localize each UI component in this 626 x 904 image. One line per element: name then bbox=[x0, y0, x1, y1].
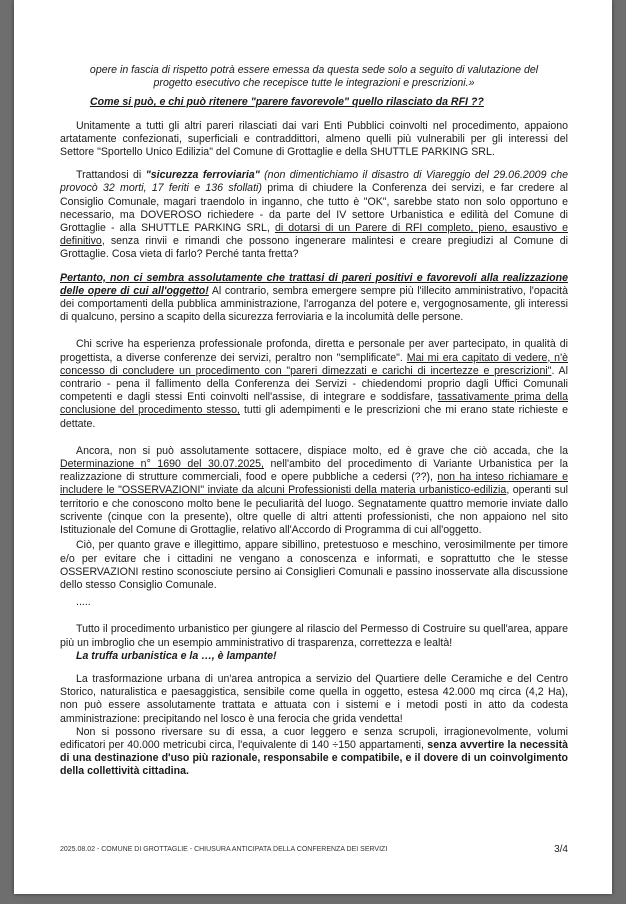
paragraph-procedimento: Tutto il procedimento urbanistico per giungere al rilascio del Permesso di Costruire su quell'area, appare più un imbroglio che un esempio amministrativo di trasparenza, correttezza e lealtà! bbox=[60, 623, 568, 649]
page-content bbox=[60, 64, 568, 779]
text-run-underlined: Mai mi era capitato di vedere, n'è concesso di concludere un procedimento con "pareri dimezzati e carichi di incertezze e prescrizioni" bbox=[60, 351, 568, 377]
section-heading-truffa: La truffa urbanistica e la …, è lampante! bbox=[76, 649, 277, 662]
text-run: nell'ambito del procedimento di Variante Urbanistica per la realizzazione di strutture commerciali, food e opere pubbliche a cedersi (??), bbox=[60, 458, 568, 484]
text-run: , senza rinvii e rimandi che possono ingenerare malintesi e creare pregiudizi al Comune di Grottaglie. Cosa vieta di farlo? Perché tanta fretta? bbox=[60, 235, 568, 261]
text-run: Al contrario, sembra emergere sempre più l'illecito amministrativo, l'opacità dei comportamenti della pubblica amministrazione, l'arroganza del potere e, vergognosamente, gli interessi di qualcuno, persino a scapito della sicurezza ferroviaria e la incolumità delle persone. bbox=[60, 284, 568, 324]
text-run: Ancora, non si può assolutamente sottacere, dispiace molto, ed è grave che ciò accada, che la bbox=[76, 444, 568, 457]
page-footer bbox=[60, 846, 568, 853]
text-run-bold: senza avvertire la necessità di una destinazione d'uso più razionale, responsabile e compatibile, e il dovere di un coinvolgimento della collettività cittadina. bbox=[60, 738, 569, 778]
text-run-emphasis: "sicurezza ferroviaria" bbox=[145, 169, 260, 182]
text-run: prima di chiudere la Conferenza dei servizi, e far credere al Consiglio Comunale, magari traendolo in inganno, che tutto è "OK", sarebbe stato non solo opportuno e necessario, ma DOVEROSO richiedere - da parte del IV settore Urbanistica e edilità del Comune di Grottaglie - alla SHUTTLE PARKING SRL, bbox=[60, 182, 568, 235]
paragraph-sibillino: Ciò, per quanto grave e illegittimo, appare sibillino, pretestuoso e meschino, verosimilmente per timore e/o per evitare che i cittadini ne vengano a conoscenza e informati, e soprattutto che le stesse OSSERVAZIONI restino sconosciute persino ai Consiglieri Comunali e passino inosservate alla discussione dello stesso Consiglio Comunale. bbox=[60, 539, 568, 591]
paragraph-volumi bbox=[60, 726, 568, 779]
text-run: Chi scrive ha esperienza professionale profonda, diretta e personale per aver partecipato, in qualità di progettista, a diverse conferenze dei servizi, peraltro non "semplificate". bbox=[60, 338, 568, 364]
text-run: , operanti sul territorio e che conoscono molto bene le peculiarità del luogo. Segnatamente quattro memorie inviate dallo scrivente (cinque con la presente), oltre quelle di altri attenti professionisti, che non appaiono nel sito Istituzionale del Comune di Grottaglie, relativo all'Accordo di Programma di cui all'oggetto. bbox=[60, 484, 568, 537]
footer-text: 2025.08.02 - COMUNE DI GROTTAGLIE - CHIUSURA ANTICIPATA DELLA CONFERENZA DEI SERVIZI bbox=[60, 846, 388, 853]
page-number: 3/4 bbox=[554, 844, 568, 855]
quote-line-2: progetto esecutivo che recepisce tutte le integrazioni e prescrizioni.» bbox=[153, 77, 475, 90]
text-run-emphasis: Pertanto, non ci sembra assolutamente che trattasi di pareri positivi e favorevoli alla realizzazione delle opere di cui all'oggetto! bbox=[60, 271, 568, 297]
text-run: . Al contrario - pena il fallimento della Conferenza dei Servizi - chiedendomi proprio dagli Uffici Comunali competenti e dagli stessi Enti coinvolti nell'assise, di integrare e soddisfare, bbox=[60, 364, 568, 404]
section-heading-rfi: Come si può, e chi può ritenere "parere favorevole" quello rilasciato da RFI ?? bbox=[90, 96, 484, 109]
text-run-underlined: di dotarsi di un Parere di RFI completo, pieno, esaustivo e definitivo bbox=[60, 222, 568, 248]
text-run-underlined: non ha inteso richiamare e includere le "OSSERVAZIONI" inviate da alcuni Professionisti della materia urbanistico-edilizia bbox=[60, 471, 568, 497]
paragraph-pareri: Unitamente a tutti gli altri pareri rilasciati dai vari Enti Pubblici coinvolti nel procedimento, appaiono artatamente confezionati, superficiali e contraddittori, almeno quelli più vulnerabili per gli interessi del Settore "Sportello Unico Edilizia" del Comune di Grottaglie e della SHUTTLE PARKING SRL. bbox=[60, 119, 568, 159]
text-run: Non si possono riversare su di essa, a cuor leggero e senza scrupoli, irragionevolmente, volumi edificatori per 40.000 metricubi circa, l'equivalente di 140 ÷150 appartamenti, bbox=[60, 725, 568, 751]
paragraph-pertanto bbox=[60, 272, 568, 325]
quote-line-1: opere in fascia di rispetto potrà essere emessa da questa sede solo a seguito di valutazione del bbox=[89, 64, 539, 76]
paragraph-determinazione bbox=[60, 445, 568, 537]
text-run: tutti gli adempimenti e le prescrizioni che mi erano state richieste e dettate. bbox=[60, 404, 569, 430]
text-run-underlined: Determinazione n° 1690 del 30.07.2025, bbox=[60, 458, 264, 471]
text-run: Trattandosi di bbox=[76, 169, 146, 182]
text-run-italic: (non dimentichiamo il disastro di Viareggio del 29.06.2009 che provocò 32 morti, 17 feriti e 136 sfollati) bbox=[60, 169, 568, 195]
paragraph-sicurezza bbox=[60, 169, 568, 261]
quote-ending bbox=[60, 64, 568, 90]
paragraph-esperienza bbox=[60, 338, 568, 430]
ellipsis: ..... bbox=[76, 596, 91, 609]
text-run-underlined: tassativamente prima della conclusione del procedimento stesso, bbox=[60, 391, 568, 417]
document-page bbox=[14, 0, 612, 894]
paragraph-trasformazione: La trasformazione urbana di un'area antropica a servizio del Quartiere delle Ceramiche e del Centro Storico, naturalistica e paesaggistica, sensibile come quella in oggetto, estesa 42.000 mq circa (4,2 Ha), non può essere assolutamente trattata e attuata con i sistemi e i metodi posti in atto da codesta amministrazione: precipitando nel losco è una ferocia che grida vendetta! bbox=[60, 672, 568, 725]
